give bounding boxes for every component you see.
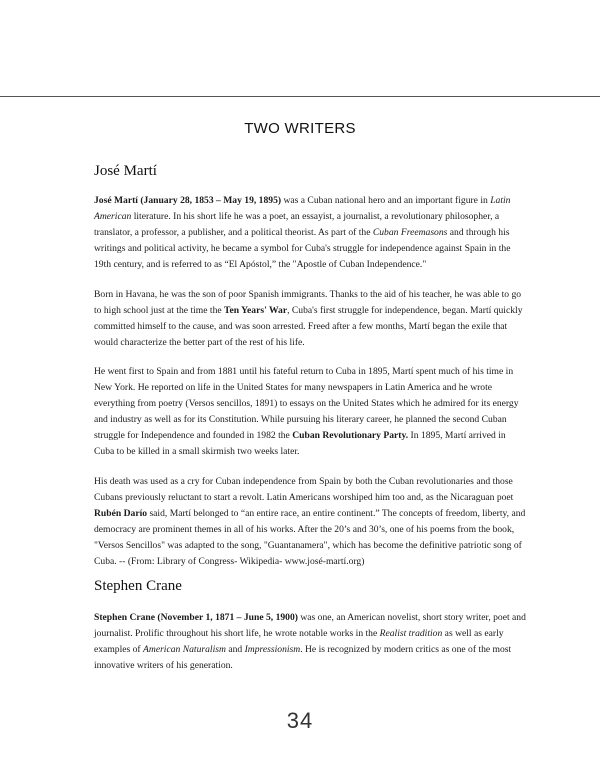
- bold-text: Cuban Revolutionary Party.: [292, 430, 409, 441]
- text-span: as well as early examples of: [94, 628, 504, 655]
- text-span: His death was used as a cry for Cuban independence from Spain by both the Cuban revolutionaries and those Cubans previously reluctant to start a revolt. Latin Americans worshiped him too and, as the Nicaraguan poet: [94, 476, 514, 503]
- marti-paragraph-3: [94, 364, 526, 460]
- italic-text: Latin American: [94, 195, 511, 222]
- text-span: Born in Havana, he was the son of poor Spanish immigrants. Thanks to the aid of his teacher, he was able to go to high school just at the time the: [94, 289, 522, 316]
- text-span: was one, an American novelist, short story writer, poet and journalist. Prolific throughout his short life, he wrote notable works in the: [94, 612, 526, 639]
- text-span: . He is recognized by modern critics as one of the most innovative writers of his generation.: [94, 644, 512, 671]
- text-span: In 1895, Martí arrived in Cuba to be killed in a small skirmish two weeks later.: [94, 430, 506, 457]
- text-span: was a Cuban national hero and an important figure in: [281, 195, 491, 206]
- bold-text: Ten Years' War: [224, 305, 288, 316]
- marti-name-dates: José Martí (January 28, 1853 – May 19, 1895): [94, 195, 282, 206]
- marti-paragraph-4: [94, 474, 526, 570]
- marti-paragraph-1: [94, 193, 526, 273]
- italic-text: Cuban Freemasons: [372, 227, 448, 238]
- section-heading-marti: José Martí: [94, 163, 157, 179]
- text-span: , Cuba's first struggle for independence, began. Martí quickly committed himself to the cause, and was soon arrested. Freed after a few months, Martí began the exile that would characterize the better part of the rest of his life.: [94, 305, 523, 348]
- italic-text: Realist tradition: [379, 628, 443, 639]
- top-rule: [0, 96, 600, 97]
- crane-paragraph-1: [94, 610, 526, 674]
- text-span: and through his writings and political activity, he became a symbol for Cuba's struggle for independence against Spain in the 19th century, and is referred to as “El Apóstol,” the "Apostle of Cuban Independence.": [94, 227, 511, 270]
- italic-text: American Naturalism: [143, 644, 226, 655]
- page-number: 34: [286, 708, 314, 733]
- crane-name-dates: Stephen Crane (November 1, 1871 – June 5, 1900): [94, 612, 298, 623]
- bold-text: Rubén Darío: [94, 508, 148, 519]
- italic-text: Impressionism: [244, 644, 301, 655]
- text-span: literature. In his short life he was a poet, an essayist, a journalist, a revolutionary philosopher, a translator, a professor, a publisher, and a political theorist. As part of the: [94, 211, 500, 238]
- marti-paragraph-2: [94, 287, 526, 351]
- text-span: He went first to Spain and from 1881 until his fateful return to Cuba in 1895, Martí spent much of his time in New York. He reported on life in the United States for many newspapers in Latin America and he wrote everything from poetry (Versos sencillos, 1891) to essays on the United States which he admired for its energy and industry as well as for its Constitution. While pursuing his literary career, he planned the second Cuban struggle for Independence and founded in 1982 the: [94, 366, 519, 441]
- text-span: and: [225, 644, 245, 655]
- section-heading-crane: Stephen Crane: [94, 578, 182, 594]
- text-span: said, Martí belonged to “an entire race, an entire continent.” The concepts of freedom, liberty, and democracy are prominent themes in all of his works. After the 20’s and 30’s, one of his poems from the book, "Versos Sencillos" was adapted to the song, "Guantanamera", which has become the definitive patriotic song of Cuba. -- (From: Library of Congress- Wikipedia- www.josé-martí.org): [94, 508, 526, 567]
- page-title: TWO WRITERS: [244, 120, 356, 137]
